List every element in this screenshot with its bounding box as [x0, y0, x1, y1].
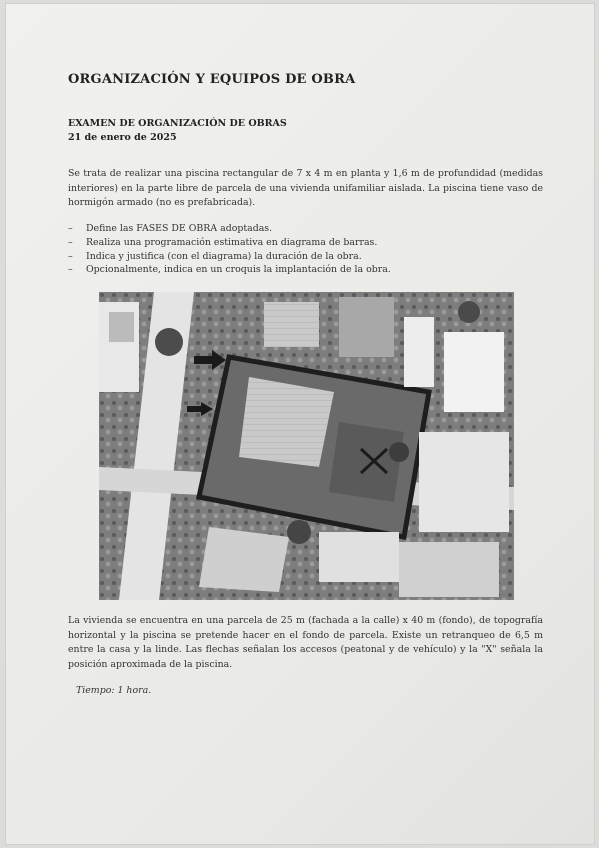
arrow-icon — [187, 402, 213, 416]
document-title: ORGANIZACIÓN Y EQUIPOS DE OBRA — [68, 72, 356, 87]
x-mark-icon — [359, 447, 389, 475]
exam-date: 21 de enero de 2025 — [68, 132, 177, 143]
exam-sheet — [6, 4, 594, 844]
aerial-photo — [99, 292, 514, 600]
task-item: – Realiza una programación estimativa en diagrama de barras. — [68, 236, 538, 250]
task-item: – Opcionalmente, indica en un croquis la implantación de la obra. — [68, 263, 538, 277]
task-item: – Indica y justifica (con el diagrama) la duración de la obra. — [68, 250, 538, 264]
site-description: La vivienda se encuentra en una parcela de 25 m (fachada a la calle) x 40 m (fondo), de topografía horizontal y la piscina se pretende hacer en el fondo de parcela. Existe un retranqueo de 6,5 m entre la casa y la linde. Las flechas señalan los accesos (peatonal y de vehículo) y la "X" señala la posición aproximada de la piscina. — [68, 615, 543, 670]
exam-name: EXAMEN DE ORGANIZACIÓN DE OBRAS — [68, 118, 287, 129]
task-list — [68, 222, 538, 277]
task-item: – Define las FASES DE OBRA adoptadas. — [68, 222, 538, 236]
intro-paragraph: Se trata de realizar una piscina rectangular de 7 x 4 m en planta y 1,6 m de profundidad (medidas interiores) en la parte libre de parcela de una vivienda unifamiliar aislada. La piscina tiene vaso de hormigón armado (no es prefabricada). — [68, 168, 543, 208]
exam-header — [68, 117, 287, 145]
arrow-icon — [194, 350, 226, 370]
aerial-photo-drawing — [99, 292, 514, 600]
time-limit: Tiempo: 1 hora. — [76, 685, 152, 696]
